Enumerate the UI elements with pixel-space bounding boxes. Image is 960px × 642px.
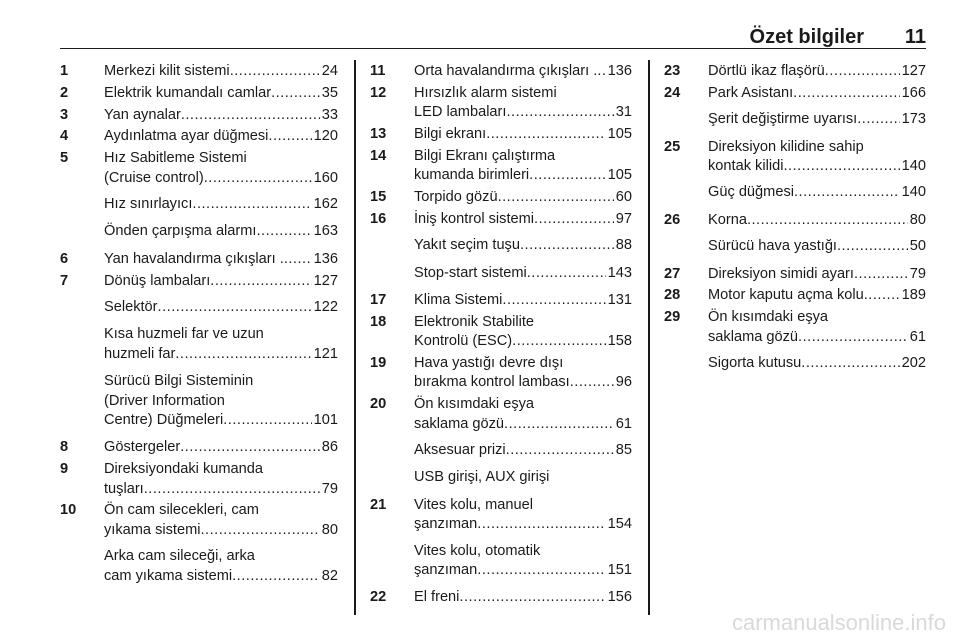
leader-dots (864, 286, 900, 305)
entry-page-link[interactable]: 79 (909, 265, 926, 282)
entry-text: Torpido gözü (414, 189, 498, 205)
entry-number: 23 (664, 63, 681, 79)
index-entry (370, 147, 632, 186)
index-entry (370, 188, 632, 207)
index-entry (60, 62, 338, 81)
entry-number: 12 (370, 84, 387, 101)
entry-page-link[interactable]: 127 (313, 272, 338, 289)
entry-page-link[interactable]: 136 (313, 250, 338, 267)
entry-text: kontak kilidi (708, 158, 784, 175)
entry-text: Göstergeler (104, 439, 181, 456)
entry-text: Klima Sistemi (414, 292, 503, 309)
leader-dots (230, 62, 320, 81)
entry-text: Önden çarpışma alarmı (104, 223, 257, 240)
index-entry (60, 298, 338, 317)
entry-number: 4 (60, 128, 69, 145)
entry-number: 24 (664, 84, 681, 101)
entry-number: 25 (664, 138, 681, 155)
leader-dots (798, 328, 908, 347)
leader-dots (459, 588, 605, 607)
leader-dots (201, 521, 320, 540)
leader-dots (204, 169, 312, 188)
index-entry (60, 250, 338, 269)
column-divider (354, 60, 356, 615)
index-entry (664, 265, 926, 284)
entry-text: Direksiyon kilidine sahip (708, 138, 864, 155)
entry-text: El freni (414, 589, 460, 606)
entry-page-link[interactable]: 140 (901, 184, 926, 201)
page-header (60, 18, 926, 49)
entry-text: Yan havalandırma çıkışları . (104, 250, 284, 267)
entry-page-link[interactable]: 105 (607, 126, 632, 142)
index-entry (60, 325, 338, 364)
index-entry (60, 106, 338, 125)
entry-text: kumanda birimleri (414, 167, 530, 184)
entry-text: (Cruise control) (104, 169, 204, 186)
entry-text: Yan aynalar (104, 106, 181, 123)
entry-page-link[interactable]: 156 (607, 589, 632, 606)
entry-text: Bilgi ekranı (414, 126, 487, 142)
entry-text: USB girişi, AUX girişi (414, 469, 550, 486)
entry-text: şanzıman (414, 516, 478, 533)
entry-page-link[interactable]: 158 (607, 333, 632, 350)
index-entry (664, 183, 926, 202)
entry-page-link[interactable]: 173 (901, 111, 926, 128)
entry-page-link[interactable]: 163 (313, 223, 338, 240)
index-entry (664, 286, 926, 305)
entry-number: 9 (60, 461, 69, 478)
entry-text: Hava yastığı devre dışı (414, 355, 564, 372)
entry-text: LED lambaları (414, 104, 507, 121)
index-entry (60, 372, 338, 430)
entry-text: Direksiyon simidi ayarı (708, 265, 854, 282)
entry-text: Orta havalandırma çıkışları . (414, 63, 598, 79)
index-entry (370, 210, 632, 229)
index-entry (664, 237, 926, 256)
leader-dots (801, 354, 899, 373)
entry-text: Hız Sabitleme Sistemi (104, 150, 247, 167)
entry-number: 8 (60, 439, 69, 456)
entry-text: Vites kolu, otomatik (414, 542, 541, 559)
entry-page-link[interactable]: 131 (607, 292, 632, 309)
index-entry (60, 195, 338, 214)
entry-number: 1 (60, 63, 69, 79)
entry-page-link[interactable]: 121 (313, 345, 338, 362)
entry-text: şanzıman (414, 562, 478, 579)
index-entry (370, 62, 632, 81)
index-entry (60, 547, 338, 586)
entry-text: Şerit değiştirme uyarısı (708, 111, 858, 128)
index-entry (60, 84, 338, 103)
page-title: Özet bilgiler (749, 26, 864, 48)
leader-dots (232, 567, 320, 586)
leader-dots (783, 157, 899, 176)
entry-page-link[interactable]: 60 (615, 189, 632, 205)
entry-text: Arka cam sileceği, arka (104, 548, 255, 565)
index-entry (370, 354, 632, 393)
entry-text: Bilgi Ekranı çalıştırma (414, 147, 556, 164)
entry-text: Dörtlü ikaz flaşörü (708, 63, 825, 79)
entry-page-link[interactable]: 166 (901, 84, 926, 101)
leader-dots (502, 291, 605, 310)
leader-dots (477, 561, 605, 580)
entry-page-link[interactable]: 24 (321, 63, 338, 79)
index-entry (370, 395, 632, 434)
entry-number: 19 (370, 355, 387, 372)
entry-number: 18 (370, 313, 387, 330)
index-entry (664, 62, 926, 81)
index-entry (370, 468, 632, 487)
entry-text: Sürücü hava yastığı (708, 238, 837, 255)
entry-text: Direksiyondaki kumanda (104, 461, 263, 478)
entry-page-link[interactable]: 189 (901, 287, 926, 304)
entry-text: Ön kısımdaki eşya (708, 309, 829, 326)
entry-page-link[interactable]: 127 (901, 63, 926, 79)
entry-page-link[interactable]: 96 (615, 374, 632, 391)
entry-page-link[interactable]: 160 (313, 169, 338, 186)
entry-page-link[interactable]: 162 (313, 196, 338, 212)
index-entry (370, 125, 632, 144)
entry-text: Dönüş lambaları (104, 272, 211, 289)
leader-dots (486, 125, 605, 144)
entry-text: Kısa huzmeli far ve uzun (104, 326, 264, 343)
leader-dots (527, 264, 606, 283)
leader-dots (181, 106, 320, 125)
index-entry (664, 308, 926, 347)
index-entry (60, 222, 338, 241)
entry-number: 7 (60, 272, 69, 289)
entry-number: 13 (370, 126, 387, 142)
leader-dots (854, 265, 908, 284)
entry-text: Vites kolu, manuel (414, 496, 533, 513)
leader-dots (570, 373, 614, 392)
index-entry (60, 460, 338, 499)
entry-text: Hırsızlık alarm sistemi (414, 84, 557, 101)
index-entry (370, 588, 632, 607)
leader-dots (747, 211, 908, 230)
entry-number: 22 (370, 589, 387, 606)
index-entry (664, 110, 926, 129)
index-entry (60, 438, 338, 457)
leader-dots (192, 195, 311, 214)
index-entry (370, 313, 632, 352)
entry-page-link[interactable]: 61 (909, 328, 926, 345)
entry-page-link[interactable]: 50 (909, 238, 926, 255)
entry-text: tuşları (104, 480, 144, 497)
leader-dots (793, 84, 899, 103)
entry-text: Güç düğmesi (708, 184, 794, 201)
entry-number: 29 (664, 309, 681, 326)
leader-dots (180, 438, 320, 457)
entry-text: saklama gözü (708, 328, 799, 345)
entry-text: Stop-start sistemi (414, 264, 527, 281)
entry-text: Aksesuar prizi (414, 442, 506, 459)
entry-number: 16 (370, 210, 387, 227)
leader-dots (498, 188, 614, 207)
entry-page-link[interactable]: 35 (321, 84, 338, 101)
entry-text: Motor kaputu açma kolu (708, 287, 864, 304)
leader-dots (825, 62, 900, 81)
leader-dots (512, 332, 606, 351)
index-entry (370, 84, 632, 123)
entry-text: Elektrik kumandalı camlar (104, 84, 272, 101)
entry-page-link[interactable]: 31 (615, 104, 632, 121)
entry-text: bırakma kontrol lambası (414, 374, 570, 391)
index-entry (60, 501, 338, 540)
leader-dots (268, 127, 311, 146)
leader-dots (210, 272, 311, 291)
index-entry (664, 138, 926, 177)
leader-dots (597, 62, 605, 81)
index-entry (664, 211, 926, 230)
entry-number: 10 (60, 502, 77, 519)
index-column-1 (60, 62, 338, 594)
entry-number: 17 (370, 292, 387, 309)
entry-text: Hız sınırlayıcı (104, 196, 193, 212)
leader-dots (257, 222, 312, 241)
entry-text: Aydınlatma ayar düğmesi (104, 128, 269, 145)
leader-dots (520, 236, 614, 255)
entry-page-link[interactable]: 136 (607, 63, 632, 79)
leader-dots (175, 345, 311, 364)
index-entry (370, 236, 632, 255)
entry-page-link[interactable]: 86 (321, 439, 338, 456)
entry-text: Yakıt seçim tuşu (414, 237, 520, 254)
entry-number: 26 (664, 211, 681, 228)
index-entry (664, 84, 926, 103)
entry-number: 5 (60, 150, 69, 167)
entry-number: 3 (60, 106, 69, 123)
watermark: carmanualsonline.info (731, 610, 946, 635)
leader-dots (506, 441, 614, 460)
index-entry (60, 272, 338, 291)
entry-page-link[interactable]: 202 (901, 355, 926, 372)
entry-number: 20 (370, 396, 387, 413)
entry-text: cam yıkama sistemi (104, 567, 233, 584)
index-column-3 (664, 62, 926, 381)
index-entry (370, 441, 632, 460)
entry-text: Korna (708, 211, 747, 228)
entry-text: Kontrolü (ESC) (414, 333, 513, 350)
index-column-2 (370, 62, 632, 610)
index-entry (370, 291, 632, 310)
entry-number: 11 (370, 63, 386, 79)
entry-page-link[interactable]: 151 (607, 562, 632, 579)
index-entry (664, 354, 926, 373)
entry-text: İniş kontrol sistemi (414, 210, 535, 227)
entry-text: Centre) Düğmeleri (104, 412, 224, 429)
leader-dots (837, 237, 908, 256)
entry-page-link[interactable]: 88 (615, 237, 632, 254)
entry-text: Sigorta kutusu (708, 355, 802, 372)
index-entry (60, 127, 338, 146)
leader-dots (284, 250, 312, 269)
entry-text: yıkama sistemi (104, 521, 201, 538)
entry-text: huzmeli far (104, 345, 176, 362)
index-entry (370, 542, 632, 581)
entry-page-link[interactable]: 61 (615, 415, 632, 432)
entry-text: Elektronik Stabilite (414, 313, 535, 330)
entry-number: 15 (370, 189, 387, 205)
entry-number: 28 (664, 287, 681, 304)
column-divider (648, 60, 650, 615)
leader-dots (223, 411, 311, 430)
index-entry (370, 264, 632, 283)
entry-number: 21 (370, 496, 387, 513)
index-entry (370, 496, 632, 535)
entry-page-link[interactable]: 143 (607, 264, 632, 281)
leader-dots (534, 210, 614, 229)
entry-page-link[interactable]: 97 (615, 210, 632, 227)
leader-dots (271, 84, 320, 103)
entry-text: Ön kısımdaki eşya (414, 396, 535, 413)
entry-page-link[interactable]: 82 (321, 567, 338, 584)
leader-dots (504, 415, 614, 434)
entry-page-link[interactable]: 80 (321, 521, 338, 538)
entry-number: 6 (60, 250, 69, 267)
entry-number: 2 (60, 84, 69, 101)
entry-text: Selektör (104, 299, 158, 316)
entry-page-link[interactable]: 154 (607, 516, 632, 533)
entry-text: (Driver Information (104, 392, 225, 409)
entry-page-link[interactable]: 105 (607, 167, 632, 184)
entry-number: 27 (664, 265, 681, 282)
leader-dots (506, 103, 613, 122)
entry-text: saklama gözü (414, 415, 505, 432)
entry-number: 14 (370, 147, 387, 164)
entry-page-link[interactable]: 101 (313, 412, 338, 429)
index-entry (60, 149, 338, 188)
entry-page-link[interactable]: 33 (321, 106, 338, 123)
entry-page-link[interactable]: 85 (615, 442, 632, 459)
leader-dots (477, 515, 605, 534)
leader-dots (144, 480, 320, 499)
entry-text: Ön cam silecekleri, cam (104, 502, 259, 519)
leader-dots (158, 298, 312, 317)
entry-page-link[interactable]: 120 (313, 128, 338, 145)
entry-page-link[interactable]: 79 (321, 480, 338, 497)
entry-text: Park Asistanı (708, 84, 794, 101)
entry-text: Merkezi kilit sistemi (104, 63, 230, 79)
leader-dots (794, 183, 900, 202)
leader-dots (857, 110, 899, 129)
entry-page-link[interactable]: 140 (901, 158, 926, 175)
leader-dots (529, 166, 605, 185)
entry-text: Sürücü Bilgi Sisteminin (104, 373, 254, 390)
page-number: 11 (904, 26, 926, 48)
entry-page-link[interactable]: 80 (909, 211, 926, 228)
entry-page-link[interactable]: 122 (313, 299, 338, 316)
